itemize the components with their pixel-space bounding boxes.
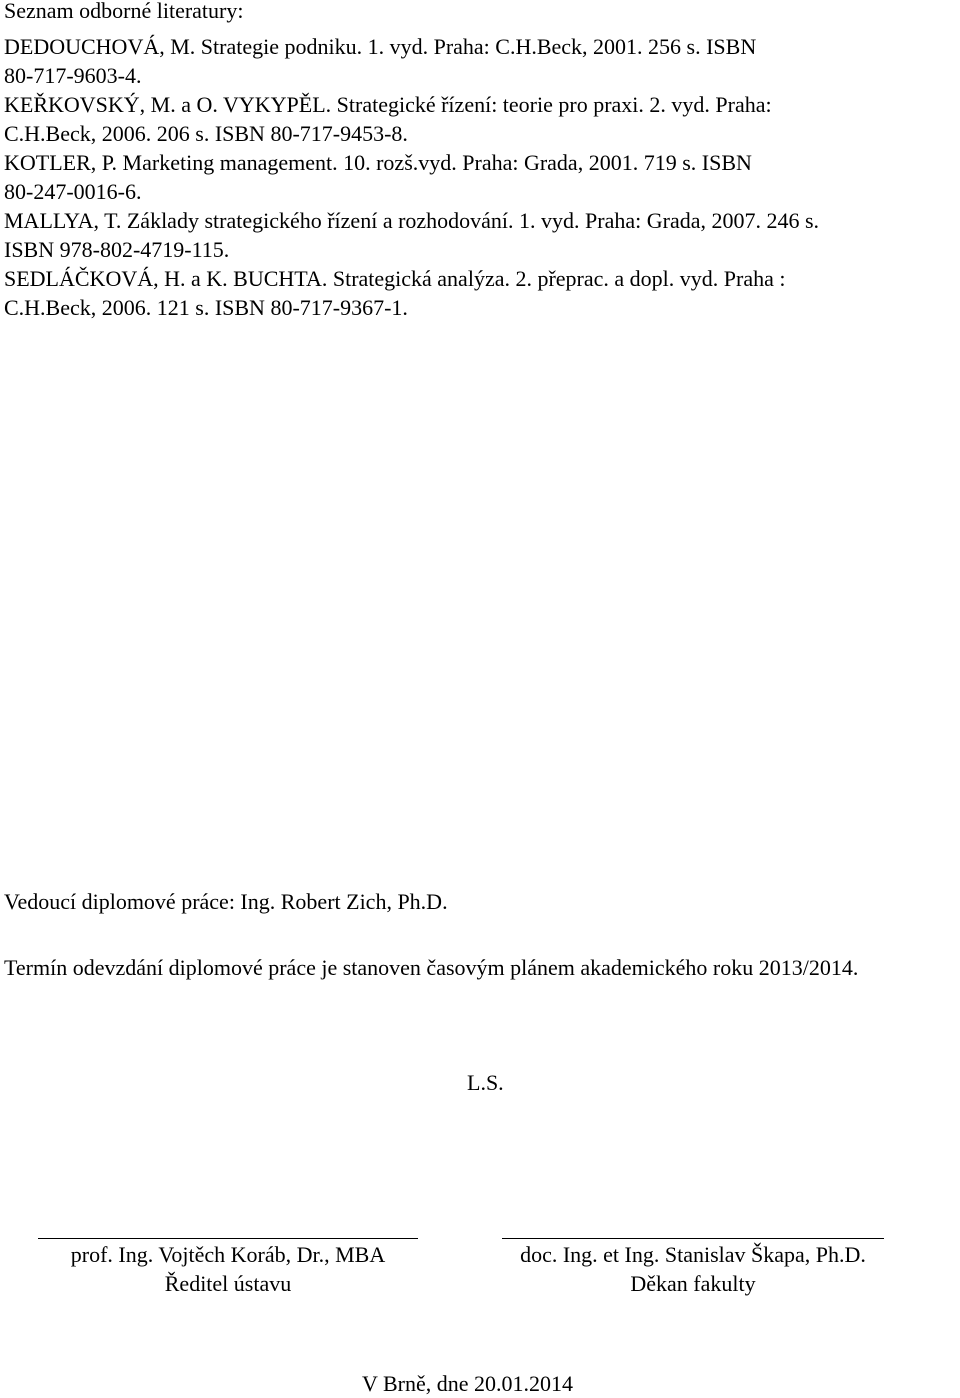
literature-line: 80-247-0016-6. bbox=[4, 179, 142, 204]
literature-line: ISBN 978-802-4719-115. bbox=[4, 237, 230, 262]
literature-line: C.H.Beck, 2006. 206 s. ISBN 80-717-9453-8. bbox=[4, 121, 408, 146]
deadline-line: Termín odevzdání diplomové práce je stanoven časovým plánem akademického roku 2013/2014. bbox=[4, 955, 859, 980]
literature-line: MALLYA, T. Základy strategického řízení a rozhodování. 1. vyd. Praha: Grada, 2007. 246 s. bbox=[4, 208, 820, 233]
place-and-date: V Brně, dne 20.01.2014 bbox=[362, 1371, 574, 1396]
literature-line: 80-717-9603-4. bbox=[4, 63, 142, 88]
director-role: Ředitel ústavu bbox=[164, 1271, 292, 1296]
literature-list bbox=[4, 32, 954, 322]
dean-name: doc. Ing. et Ing. Stanislav Škapa, Ph.D. bbox=[520, 1242, 866, 1267]
signature-line-left bbox=[38, 1238, 418, 1239]
signature-line-right bbox=[502, 1238, 884, 1239]
signature-block-director bbox=[38, 1240, 418, 1298]
director-name: prof. Ing. Vojtěch Koráb, Dr., MBA bbox=[70, 1242, 386, 1267]
literature-line: KEŘKOVSKÝ, M. a O. VYKYPĚL. Strategické řízení: teorie pro praxi. 2. vyd. Praha: bbox=[4, 92, 772, 117]
stamp-placeholder: L.S. bbox=[467, 1070, 504, 1095]
dean-role: Děkan fakulty bbox=[630, 1271, 756, 1296]
literature-line: SEDLÁČKOVÁ, H. a K. BUCHTA. Strategická analýza. 2. přeprac. a dopl. vyd. Praha : bbox=[4, 266, 786, 291]
supervisor-line: Vedoucí diplomové práce: Ing. Robert Zich, Ph.D. bbox=[4, 889, 448, 914]
signature-block-dean bbox=[502, 1240, 884, 1298]
literature-line: DEDOUCHOVÁ, M. Strategie podniku. 1. vyd. Praha: C.H.Beck, 2001. 256 s. ISBN bbox=[4, 34, 757, 59]
literature-line: C.H.Beck, 2006. 121 s. ISBN 80-717-9367-1. bbox=[4, 295, 408, 320]
literature-line: KOTLER, P. Marketing management. 10. rozš.vyd. Praha: Grada, 2001. 719 s. ISBN bbox=[4, 150, 752, 175]
literature-heading: Seznam odborné literatury: bbox=[4, 0, 244, 23]
